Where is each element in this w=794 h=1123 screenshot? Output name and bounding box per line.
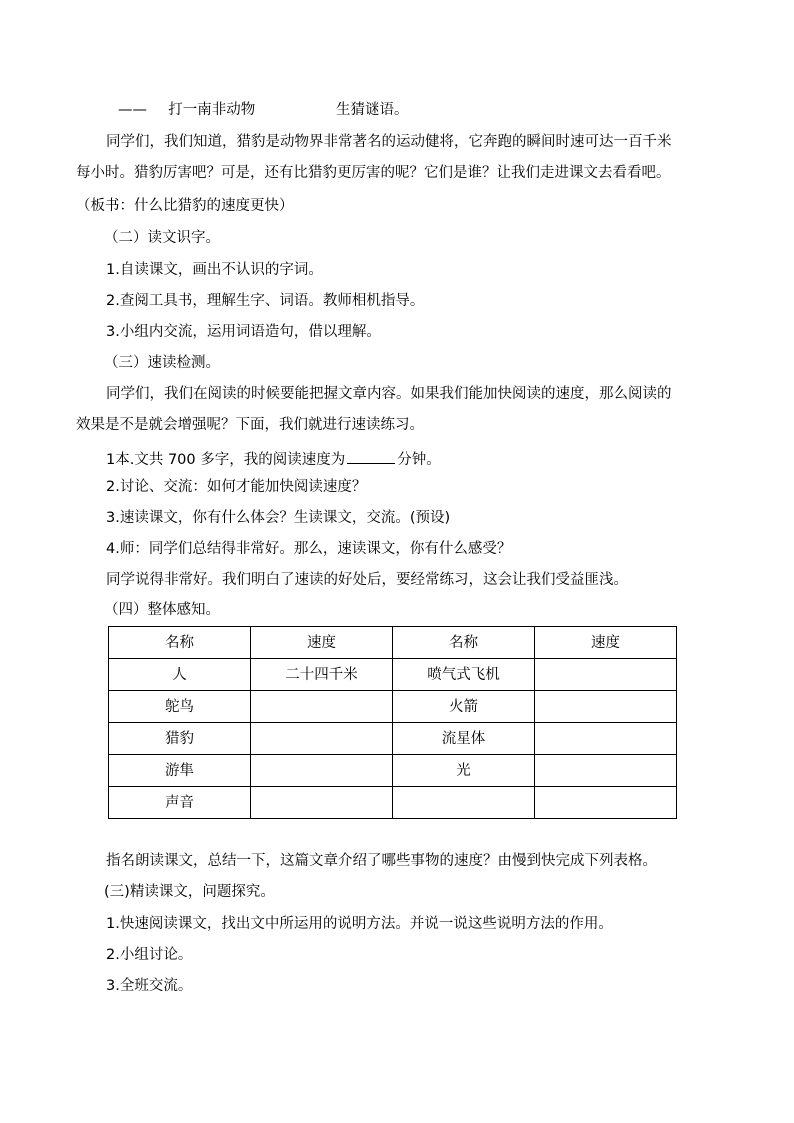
intro-paragraph-line-1: 同学们，我们知道，猎豹是动物界非常著名的运动健将，它奔跑的瞬间时速可达一百千米: [106, 134, 672, 150]
table-cell: [393, 787, 535, 819]
reading-paragraph-line-1: 同学们，我们在阅读的时候要能把握文章内容。如果我们能加快阅读的速度，那么阅读的: [106, 386, 672, 402]
section-5-item-3: 3.全班交流。: [106, 978, 193, 994]
section-3-summary: 同学说得非常好。我们明白了速读的好处后，要经常练习，这会让我们受益匪浅。: [106, 572, 628, 588]
table-header-cell: 名称: [109, 627, 251, 659]
section-3-item-1-text: 1本.文共 700 多字，我的阅读速度为: [106, 452, 346, 468]
table-cell: 二十四千米: [251, 659, 393, 691]
reading-time-blank: [347, 448, 395, 464]
table-row: [109, 755, 677, 787]
section-5-item-2: 2.小组讨论。: [106, 947, 193, 963]
table-cell: 喷气式飞机: [393, 659, 535, 691]
table-cell: [535, 723, 677, 755]
table-row: [109, 787, 677, 819]
riddle-text: 打一南非动物: [168, 102, 256, 118]
speed-table: [108, 626, 677, 819]
table-cell: 火箭: [393, 691, 535, 723]
section-2-item-3: 3.小组内交流，运用词语造句，借以理解。: [106, 324, 381, 340]
table-cell: [251, 691, 393, 723]
table-cell: 光: [393, 755, 535, 787]
table-cell: [251, 787, 393, 819]
table-cell: [535, 659, 677, 691]
section-3-item-4: 4.师：同学们总结得非常好。那么，速读课文，你有什么感受？: [106, 541, 512, 557]
section-2-title: （二）读文识字。: [104, 230, 220, 246]
table-header-cell: 速度: [251, 627, 393, 659]
table-header-cell: 名称: [393, 627, 535, 659]
table-header-cell: 速度: [535, 627, 677, 659]
section-5-item-1: 1.快速阅读课文，找出文中所运用的说明方法。并说一说这些说明方法的作用。: [106, 916, 613, 932]
section-2-item-1: 1.自读课文，画出不认识的字词。: [106, 262, 323, 278]
table-cell: [535, 787, 677, 819]
board-note: （板书：什么比猎豹的速度更快）: [76, 198, 294, 214]
section-3-item-3: 3.速读课文，你有什么体会？生读课文，交流。(预设): [106, 510, 451, 526]
intro-paragraph-line-2: 每小时。猎豹厉害吧？可是，还有比猎豹更厉害的呢？它们是谁？让我们走进课文去看看吧。: [76, 165, 671, 181]
table-cell: 流星体: [393, 723, 535, 755]
section-3-item-1-unit: 分钟。: [397, 452, 441, 468]
summary-instruction: 指名朗读课文，总结一下，这篇文章介绍了哪些事物的速度？由慢到快完成下列表格。: [106, 853, 657, 869]
riddle-dash: ——: [118, 102, 147, 118]
section-2-item-2: 2.查阅工具书，理解生字、词语。教师相机指导。: [106, 293, 425, 309]
table-cell: 猎豹: [109, 723, 251, 755]
table-row: [109, 723, 677, 755]
table-row: [109, 691, 677, 723]
section-3-title: （三）速读检测。: [104, 355, 220, 371]
table-cell: 游隼: [109, 755, 251, 787]
table-cell: 声音: [109, 787, 251, 819]
riddle-line: [118, 100, 255, 120]
section-5-title: (三)精读课文，问题探究。: [104, 884, 275, 900]
riddle-action: 生猜谜语。: [336, 102, 409, 118]
table-cell: 鸵鸟: [109, 691, 251, 723]
section-4-title: （四）整体感知。: [104, 602, 220, 618]
table-header-row: [109, 627, 677, 659]
table-cell: 人: [109, 659, 251, 691]
table-cell: [535, 691, 677, 723]
table-cell: [251, 723, 393, 755]
section-3-item-1: [106, 448, 441, 470]
table-cell: [251, 755, 393, 787]
section-3-item-2: 2.讨论、交流：如何才能加快阅读速度？: [106, 479, 367, 495]
reading-paragraph-line-2: 效果是不是就会增强呢？下面，我们就进行速读练习。: [76, 417, 424, 433]
table-cell: [535, 755, 677, 787]
table-row: [109, 659, 677, 691]
